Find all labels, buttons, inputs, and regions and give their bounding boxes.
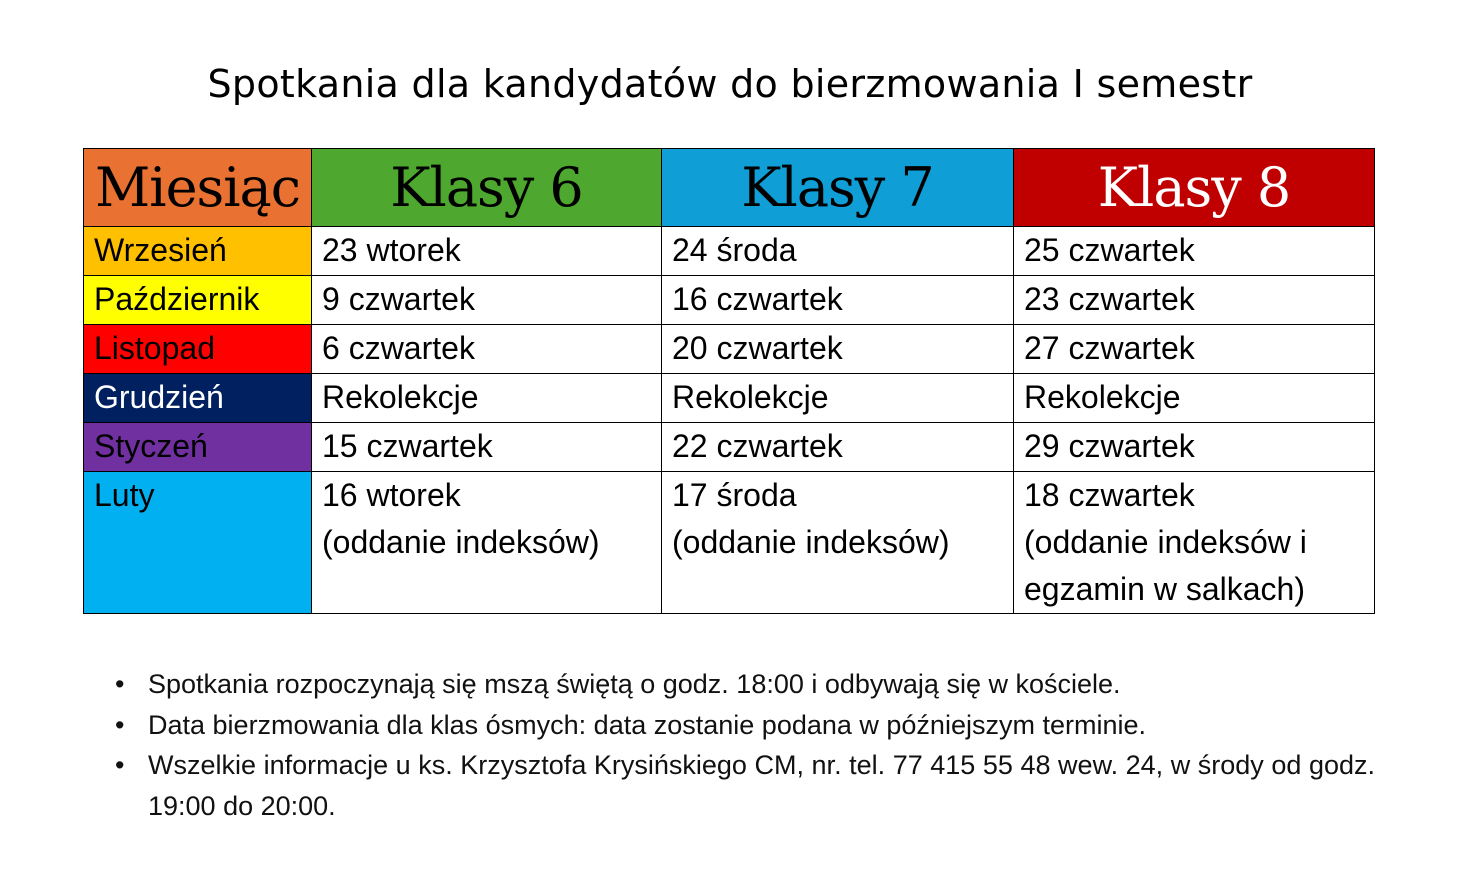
- note-text: (oddanie indeksów): [672, 524, 950, 560]
- table-row: [84, 276, 1375, 325]
- month-cell: Październik: [84, 276, 312, 325]
- klasy-7-cell: 24 środa: [662, 227, 1014, 276]
- date-text: 16 wtorek: [322, 477, 461, 513]
- month-cell: Wrzesień: [84, 227, 312, 276]
- note-text: Spotkania rozpoczynają się mszą świętą o godz. 18:00 i odbywają się w kościele.: [148, 669, 1121, 699]
- klasy-6-cell: [312, 472, 662, 614]
- note-text: (oddanie indeksów i egzamin w salkach): [1024, 524, 1307, 607]
- month-cell: Grudzień: [84, 374, 312, 423]
- klasy-7-cell: 16 czwartek: [662, 276, 1014, 325]
- table-row: [84, 227, 1375, 276]
- klasy-8-cell: Rekolekcje: [1014, 374, 1375, 423]
- klasy-6-cell: 6 czwartek: [312, 325, 662, 374]
- page-title: Spotkania dla kandydatów do bierzmowania I semestr: [207, 62, 1253, 106]
- klasy-8-cell: [1014, 472, 1375, 614]
- header-month: Miesiąc: [84, 149, 312, 227]
- bullet-icon: •: [115, 669, 125, 699]
- klasy-6-cell: 15 czwartek: [312, 423, 662, 472]
- bullet-icon: •: [115, 750, 125, 780]
- klasy-7-cell: [662, 472, 1014, 614]
- klasy-8-cell: 29 czwartek: [1014, 423, 1375, 472]
- header-klasy-8: Klasy 8: [1014, 149, 1375, 227]
- note-item: [113, 705, 1375, 746]
- month-cell: Styczeń: [84, 423, 312, 472]
- note-text: Wszelkie informacje u ks. Krzysztofa Krysińskiego CM, nr. tel. 77 415 55 48 wew. 24, w środy od godz. 19:00 do 20:00.: [148, 750, 1375, 821]
- note-text: Data bierzmowania dla klas ósmych: data zostanie podana w późniejszym terminie.: [148, 709, 1146, 740]
- schedule-table: [83, 148, 1375, 614]
- note-item: [113, 664, 1375, 705]
- klasy-7-cell: 20 czwartek: [662, 325, 1014, 374]
- header-klasy-7: Klasy 7: [662, 149, 1014, 227]
- note-text: (oddanie indeksów): [322, 524, 600, 560]
- klasy-6-cell: Rekolekcje: [312, 374, 662, 423]
- date-text: 17 środa: [672, 477, 797, 513]
- klasy-7-cell: 22 czwartek: [662, 423, 1014, 472]
- header-klasy-6: Klasy 6: [312, 149, 662, 227]
- klasy-8-cell: 27 czwartek: [1014, 325, 1375, 374]
- klasy-6-cell: 9 czwartek: [312, 276, 662, 325]
- note-item: [113, 745, 1375, 826]
- table-row: [84, 325, 1375, 374]
- klasy-8-cell: 25 czwartek: [1014, 227, 1375, 276]
- table-header-row: [84, 149, 1375, 227]
- table-row: [84, 472, 1375, 614]
- bullet-icon: •: [115, 709, 125, 740]
- table-row: [84, 423, 1375, 472]
- month-cell: Listopad: [84, 325, 312, 374]
- notes-list: [113, 664, 1375, 826]
- klasy-8-cell: 23 czwartek: [1014, 276, 1375, 325]
- klasy-7-cell: Rekolekcje: [662, 374, 1014, 423]
- klasy-6-cell: 23 wtorek: [312, 227, 662, 276]
- month-cell: Luty: [84, 472, 312, 614]
- date-text: 18 czwartek: [1024, 477, 1195, 513]
- table-row: [84, 374, 1375, 423]
